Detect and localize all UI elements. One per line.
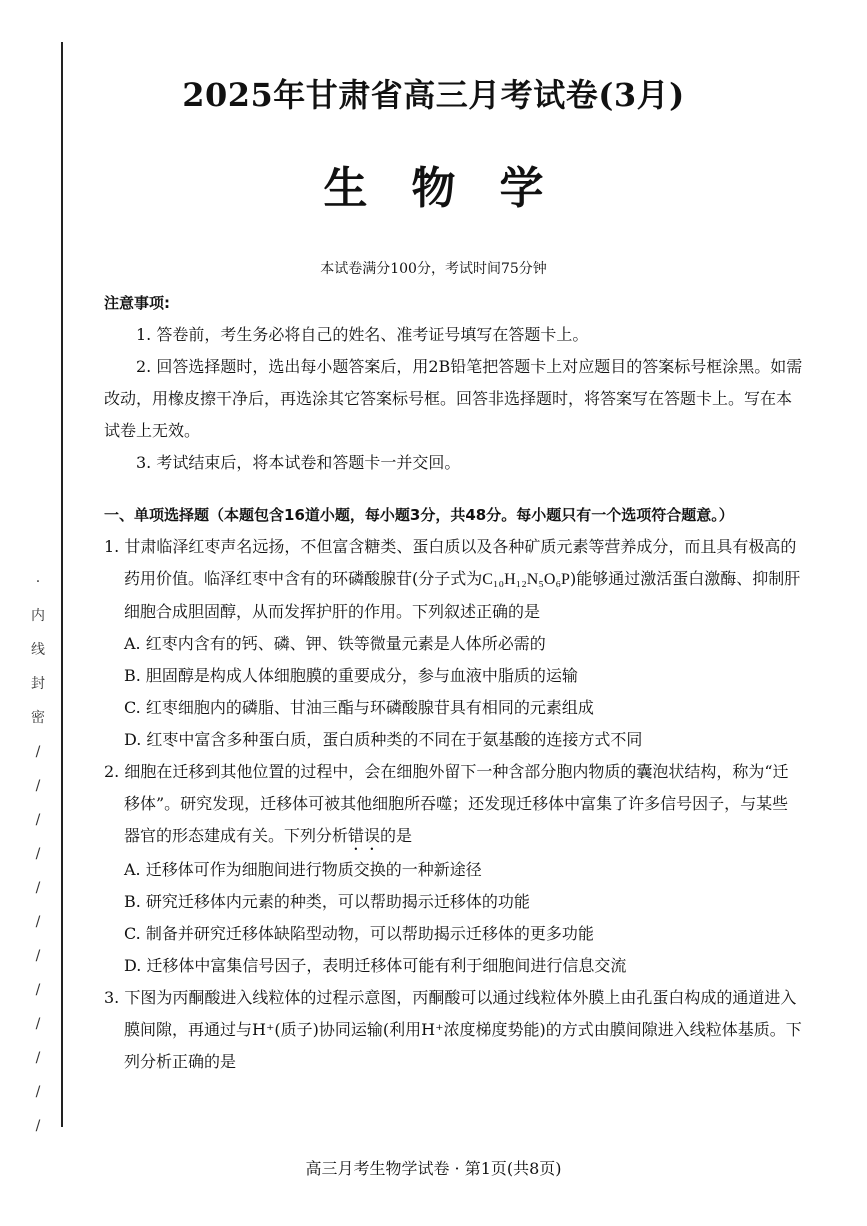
notice-item: 1. 答卷前，考生务必将自己的姓名、准考证号填写在答题卡上。 — [136, 325, 589, 344]
question-2-stem-text: 2. 细胞在迁移到其他位置的过程中，会在细胞外留下一种含部分胞内物质的囊泡状结构，称为“迁移体”。研究发现，迁移体可被其他细胞所吞噬；还发现迁移体中富集了许多信号因子，与某些器官的形态建成有关。下列分析 — [104, 762, 789, 845]
question-3-stem: 3. 下图为丙酮酸进入线粒体的过程示意图，丙酮酸可以通过线粒体外膜上由孔蛋白构成的通道进入膜间隙，再通过与H⁺(质子)协同运输(利用H⁺浓度梯度势能)的方式由膜间隙进入线粒体基质。下列分析正确的是 — [104, 988, 802, 1071]
question-2-stem-text: 的是 — [380, 826, 413, 845]
question-1-option-a: A. 红枣内含有的钙、磷、钾、铁等微量元素是人体所必需的 — [124, 634, 546, 653]
notice-item: 3. 考试结束后，将本试卷和答题卡一并交回。 — [136, 453, 461, 472]
page-content — [104, 287, 804, 1078]
page-footer: 高三月考生物学试卷 · 第1页(共8页) — [305, 1159, 562, 1178]
emphasis-word: 错误 — [348, 826, 381, 845]
question-1-stem-text: )能够通过激活蛋白激酶、抑制肝细胞合成胆固醇，从而发挥护肝的作用。下列叙述正确的是 — [124, 569, 801, 621]
notice-heading: 注意事项: — [104, 294, 170, 312]
question-1-option-d: D. 红枣中富含多种蛋白质，蛋白质种类的不同在于氨基酸的连接方式不同 — [124, 730, 643, 749]
question-2-option-d: D. 迁移体中富集信号因子，表明迁移体可能有利于细胞间进行信息交流 — [124, 956, 627, 975]
question-2-option-a: A. 迁移体可作为细胞间进行物质交换的一种新途径 — [124, 860, 482, 879]
question-1-stem-text: 1. 甘肃临泽红枣声名远扬，不但富含糖类、蛋白质以及各种矿质元素等营养成分，而且具有极高的药用价值。临泽红枣中含有的环磷酸腺苷(分子式为 — [104, 537, 797, 588]
question-1-stem — [104, 531, 804, 628]
question-1-option-c: C. 红枣细胞内的磷脂、甘油三酯与环磷酸腺苷具有相同的元素组成 — [124, 698, 594, 717]
binding-margin-text: · 内 线 封 密 / / / / / / / / / / / / — [31, 574, 45, 1134]
question-2-option-c: C. 制备并研究迁移体缺陷型动物，可以帮助揭示迁移体的更多功能 — [124, 924, 594, 943]
notice-item: 2. 回答选择题时，选出每小题答案后，用2B铅笔把答题卡上对应题目的答案标号框涂黑。如需改动，用橡皮擦干净后，再选涂其它答案标号框。回答非选择题时，将答案写在答题卡上。写在本试卷上无效。 — [104, 357, 803, 440]
subject-title: 生 物 学 — [323, 163, 544, 214]
exam-info: 本试卷满分100分，考试时间75分钟 — [320, 261, 547, 277]
molecular-formula: C₁₀H₁₂N₅O₆P — [482, 571, 570, 588]
section-heading: 一、单项选择题（本题包含16道小题，每小题3分，共48分。每小题只有一个选项符合题意。） — [104, 506, 734, 524]
question-1-option-b: B. 胆固醇是构成人体细胞膜的重要成分，参与血液中脂质的运输 — [124, 666, 578, 685]
exam-title: 2025年甘肃省高三月考试卷(3月) — [182, 76, 685, 114]
question-2-stem — [104, 756, 804, 854]
question-2-option-b: B. 研究迁移体内元素的种类，可以帮助揭示迁移体的功能 — [124, 892, 530, 911]
